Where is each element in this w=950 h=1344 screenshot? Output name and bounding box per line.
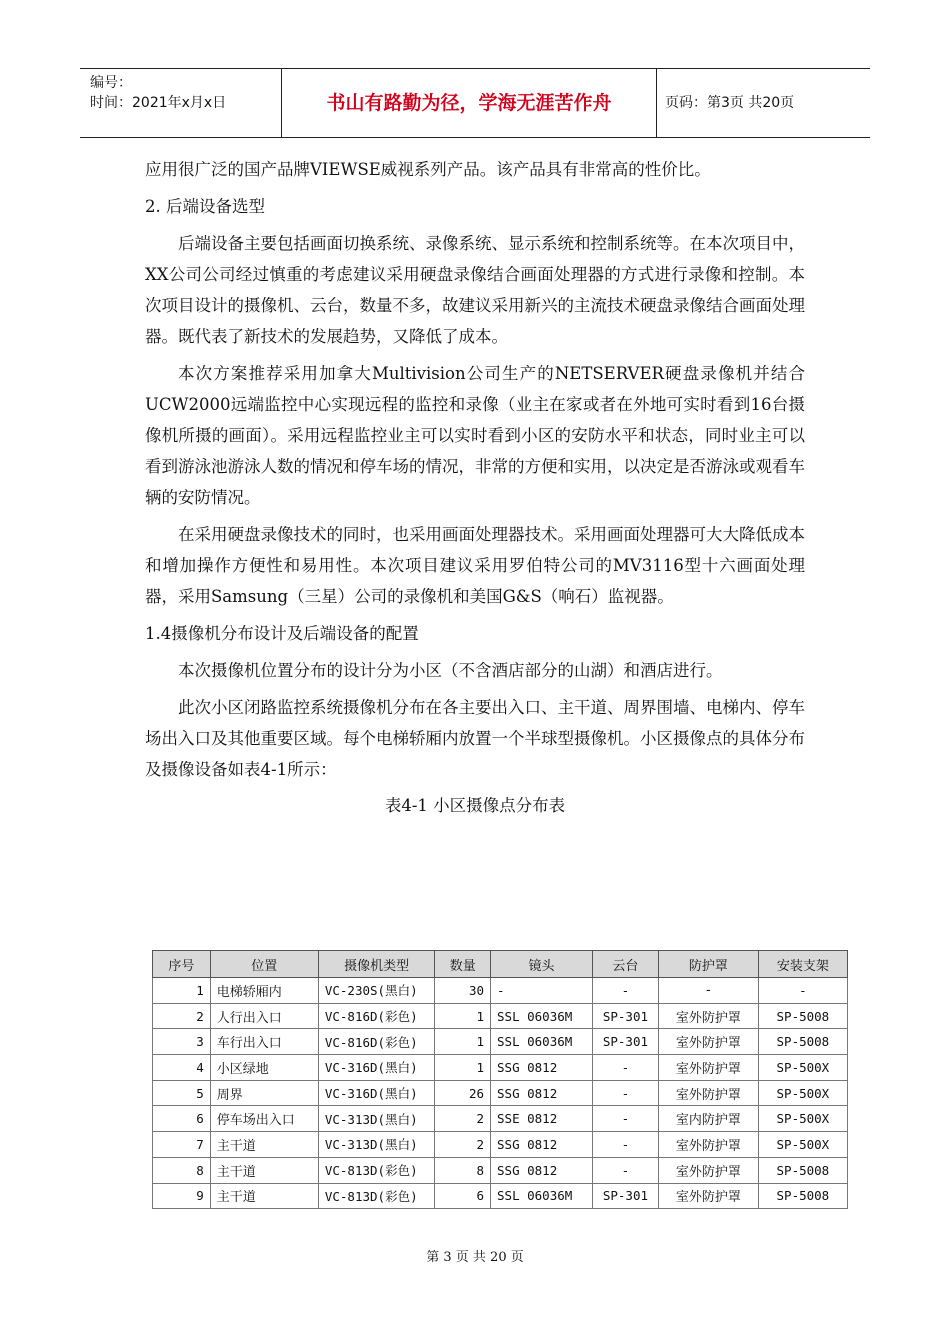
column-header: 防护罩 [658, 951, 758, 978]
table-cell: SSG 0812 [491, 1055, 593, 1081]
table-cell: SP-5008 [758, 1157, 847, 1183]
table-row [153, 1183, 848, 1209]
table-cell: SSE 0812 [491, 1106, 593, 1132]
table-cell: SP-5008 [758, 1029, 847, 1055]
table-cell: - [592, 1106, 658, 1132]
table-row [153, 1080, 848, 1106]
table-cell: 室外防护罩 [658, 1157, 758, 1183]
table-cell: 1 [153, 978, 211, 1004]
table-cell: 车行出入口 [210, 1029, 318, 1055]
table-cell: SSL 06036M [491, 1029, 593, 1055]
table-cell: 6 [435, 1183, 491, 1209]
table-cell: SSG 0812 [491, 1132, 593, 1158]
header-meta [80, 69, 281, 137]
table-cell: SP-5008 [758, 1183, 847, 1209]
table-cell: SSL 06036M [491, 1183, 593, 1209]
paragraph: 本次摄像机位置分布的设计分为小区（不含酒店部分的山湖）和酒店进行。 [178, 661, 723, 680]
table-cell: 5 [153, 1080, 211, 1106]
table-cell: SP-500X [758, 1132, 847, 1158]
table-cell: 4 [153, 1055, 211, 1081]
table-row [153, 1157, 848, 1183]
table-cell: SP-500X [758, 1080, 847, 1106]
table-cell: SP-500X [758, 1055, 847, 1081]
paragraph: 应用很广泛的国产品牌VIEWSE威视系列产品。该产品具有非常高的性价比。 [145, 160, 711, 179]
table-cell: 6 [153, 1106, 211, 1132]
table-cell: 主干道 [210, 1132, 318, 1158]
table-cell: 周界 [210, 1080, 318, 1106]
table-cell: 室外防护罩 [658, 1080, 758, 1106]
table-cell: - [658, 978, 758, 1004]
table-cell: VC-813D(彩色) [318, 1157, 435, 1183]
camera-distribution-table [152, 950, 848, 1209]
table-cell: 7 [153, 1132, 211, 1158]
table-row [153, 1003, 848, 1029]
paragraph: 本次方案推荐采用加拿大Multivision公司生产的NETSERVER硬盘录像机并结合UCW2000远端监控中心实现远程的监控和录像（业主在家或者在外地可实时看到16台摄像机所摄的画面）。采用远程监控业主可以实时看到小区的安防水平和状态，同时业主可以看到游泳池游泳人数的情况和停车场的情况，非常的方便和实用，以决定是否游泳或观看车辆的安防情况。 [145, 364, 805, 507]
table-cell: 电梯轿厢内 [210, 978, 318, 1004]
table-cell: - [592, 1157, 658, 1183]
section-heading: 1.4摄像机分布设计及后端设备的配置 [145, 624, 419, 643]
table-cell: - [592, 1080, 658, 1106]
table-row [153, 1055, 848, 1081]
table-cell: 2 [435, 1132, 491, 1158]
column-header: 摄像机类型 [318, 951, 435, 978]
column-header: 云台 [592, 951, 658, 978]
table-cell: SP-5008 [758, 1003, 847, 1029]
table-cell: - [592, 978, 658, 1004]
table-cell: 1 [435, 1029, 491, 1055]
table-header-row [153, 951, 848, 978]
table-cell: 8 [435, 1157, 491, 1183]
table-cell: 8 [153, 1157, 211, 1183]
table-cell: VC-813D(彩色) [318, 1183, 435, 1209]
column-header: 安装支架 [758, 951, 847, 978]
table-cell: 室内防护罩 [658, 1106, 758, 1132]
paragraph: 在采用硬盘录像技术的同时，也采用画面处理器技术。采用画面处理器可大大降低成本和增加操作方便性和易用性。本次项目建议采用罗伯特公司的MV3116型十六画面处理器，采用Samsung（三星）公司的录像机和美国G&S（响石）监视器。 [145, 525, 805, 606]
table-cell: 停车场出入口 [210, 1106, 318, 1132]
table-cell: VC-313D(黑白) [318, 1132, 435, 1158]
column-header: 序号 [153, 951, 211, 978]
table-cell: 人行出入口 [210, 1003, 318, 1029]
table-cell: - [592, 1132, 658, 1158]
table-row [153, 978, 848, 1004]
table-row [153, 1029, 848, 1055]
table-cell: - [758, 978, 847, 1004]
column-header: 数量 [435, 951, 491, 978]
table-caption: 表4-1 小区摄像点分布表 [384, 796, 566, 815]
table-cell: 2 [435, 1106, 491, 1132]
table-cell: - [592, 1055, 658, 1081]
table-cell: 1 [435, 1055, 491, 1081]
table-cell: SP-301 [592, 1003, 658, 1029]
table-row [153, 1106, 848, 1132]
table-cell: VC-816D(彩色) [318, 1003, 435, 1029]
table-cell: - [491, 978, 593, 1004]
table-cell: SSG 0812 [491, 1080, 593, 1106]
table-cell: 主干道 [210, 1157, 318, 1183]
header-code: 编号： [90, 75, 132, 91]
table-cell: 室外防护罩 [658, 1003, 758, 1029]
header-date: 时间：2021年x月x日 [90, 95, 227, 111]
paragraph: 此次小区闭路监控系统摄像机分布在各主要出入口、主干道、周界围墙、电梯内、停车场出入口及其他重要区域。每个电梯轿厢内放置一个半球型摄像机。小区摄像点的具体分布及摄像设备如表4-1所示： [145, 698, 805, 779]
section-heading: 2. 后端设备选型 [145, 197, 265, 216]
header-motto: 书山有路勤为径，学海无涯苦作舟 [281, 69, 657, 137]
table-cell: 小区绿地 [210, 1055, 318, 1081]
table-cell: 室外防护罩 [658, 1029, 758, 1055]
table-cell: VC-816D(彩色) [318, 1029, 435, 1055]
table-row [153, 1132, 848, 1158]
table-cell: SP-301 [592, 1029, 658, 1055]
table-cell: VC-316D(黑白) [318, 1080, 435, 1106]
table-cell: 主干道 [210, 1183, 318, 1209]
table-cell: 3 [153, 1029, 211, 1055]
column-header: 镜头 [491, 951, 593, 978]
table-cell: 26 [435, 1080, 491, 1106]
table-cell: 室外防护罩 [658, 1183, 758, 1209]
table-cell: 室外防护罩 [658, 1055, 758, 1081]
table-cell: 30 [435, 978, 491, 1004]
paragraph: 后端设备主要包括画面切换系统、录像系统、显示系统和控制系统等。在本次项目中，XX公司公司经过慎重的考虑建议采用硬盘录像结合画面处理器的方式进行录像和控制。本次项目设计的摄像机、云台，数量不多，故建议采用新兴的主流技术硬盘录像结合画面处理器。既代表了新技术的发展趋势，又降低了成本。 [145, 234, 805, 346]
page-footer: 第 3 页 共 20 页 [426, 1250, 524, 1265]
table-cell: SSL 06036M [491, 1003, 593, 1029]
table-cell: SSG 0812 [491, 1157, 593, 1183]
table-cell: VC-313D(黑白) [318, 1106, 435, 1132]
table-cell: 1 [435, 1003, 491, 1029]
table-cell: SP-500X [758, 1106, 847, 1132]
table-cell: 2 [153, 1003, 211, 1029]
table-cell: 9 [153, 1183, 211, 1209]
table-cell: 室外防护罩 [658, 1132, 758, 1158]
table-cell: VC-230S(黑白) [318, 978, 435, 1004]
page-header [80, 68, 870, 138]
header-page-number: 页码：第3页 共20页 [665, 95, 795, 111]
column-header: 位置 [210, 951, 318, 978]
document-body [145, 154, 805, 829]
table-cell: VC-316D(黑白) [318, 1055, 435, 1081]
table-cell: SP-301 [592, 1183, 658, 1209]
